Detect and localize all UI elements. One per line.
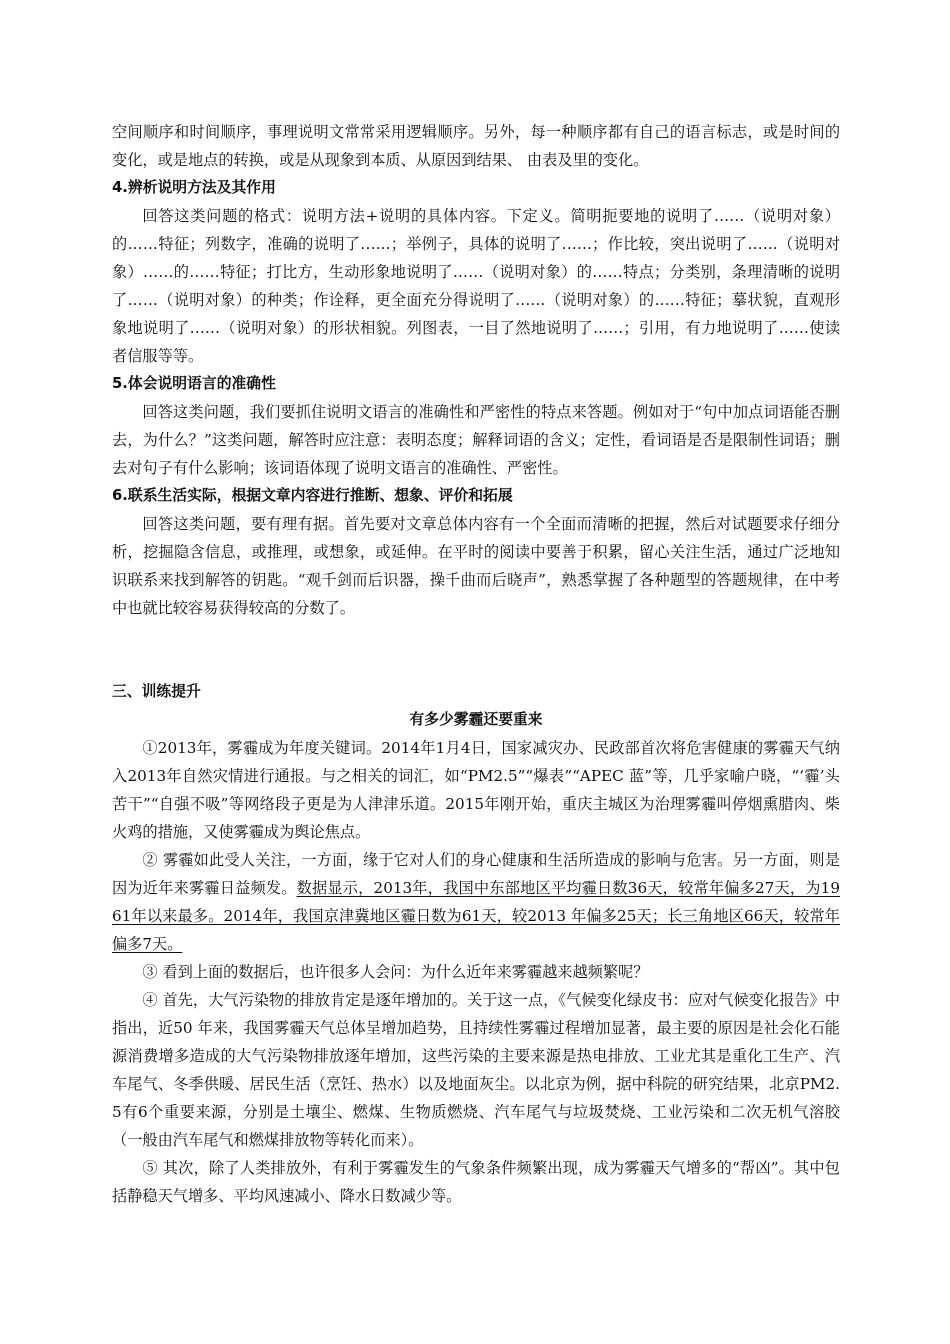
- section-gap: [112, 622, 840, 678]
- intro-continuation: 空间顺序和时间顺序，事理说明文常常采用逻辑顺序。另外，每一种顺序都有自己的语言标志，或是时间的变化，或是地点的转换，或是从现象到本质、从原因到结果、 由表及里的变化。: [112, 123, 840, 169]
- paragraph-2-text: ② 雾霾如此受人关注，一方面，缘于它对人们的身心健康和生活所造成的影响与危害。另一方面，则是因为近年来雾霾日益频发。: [112, 851, 840, 897]
- article-title: 有多少雾霾还要重来: [409, 711, 543, 728]
- article-paragraph-3: ③ 看到上面的数据后，也许很多人会问：为什么近年来雾霾越来越频繁呢？: [142, 963, 649, 981]
- article-paragraph-5: ⑤ 其次，除了人类排放外，有利于雾霾发生的气象条件频繁出现，成为雾霾天气增多的“帮凶”。其中包括静稳天气增多、平均风速减小、降水日数减少等。: [112, 1159, 840, 1205]
- heading-item-5: 5.体会说明语言的准确性: [112, 375, 276, 392]
- heading-item-6: 6.联系生活实际，根据文章内容进行推断、想象、评价和拓展: [112, 487, 513, 504]
- item-6-body: 回答这类问题，要有理有据。首先要对文章总体内容有一个全面而清晰的把握，然后对试题要求仔细分析，挖掘隐含信息，或推理，或想象，或延伸。在平时的阅读中要善于积累，留心关注生活，通过广泛地知识联系来找到解答的钥匙。“观千剑而后识器，操千曲而后晓声”，熟悉掌握了各种题型的答题规律，在中考中也就比较容易获得较高的分数了。: [112, 515, 840, 617]
- document-body: [112, 118, 840, 1210]
- article-paragraph-2: [112, 846, 840, 958]
- article-paragraph-4: ④ 首先，大气污染物的排放肯定是逐年增加的。关于这一点，《气候变化绿皮书：应对气候变化报告》中指出，近50 年来，我国雾霾天气总体呈增加趋势，且持续性雾霾过程增加显著，最主要的原因是社会化石能源消费增多造成的大气污染物排放逐年增加，这些污染的主要来源是热电排放、工业尤其是重化工生产、汽车尾气、冬季供暖、居民生活（烹饪、热水）以及地面灰尘。以北京为例，据中科院的研究结果，北京PM2.5有6个重要来源，分别是土壤尘、燃煤、生物质燃烧、汽车尾气与垃圾焚烧、工业污染和二次无机气溶胶（一般由汽车尾气和燃煤排放物等转化而来）。: [112, 991, 840, 1149]
- article-paragraph-1: ①2013年，雾霾成为年度关键词。2014年1月4日，国家减灾办、民政部首次将危害健康的雾霾天气纳入2013年自然灾情进行通报。与之相关的词汇，如“PM2.5”“爆表”“APEC 蓝”等，几乎家喻户晓，“‘霾’头苦干”“自强不吸”等网络段子更是为人津津乐道。2015年刚开始，重庆主城区为治理雾霾叫停烟熏腊肉、柴火鸡的措施，又使雾霾成为舆论焦点。: [112, 739, 840, 841]
- underlined-data-sentence: 数据显示，2013年，我国中东部地区平均霾日数36天，较常年偏多27天，为1961年以来最多。2014年，我国京津冀地区霾日数为61天，较2013 年偏多25天；长三角地区66天，较常年偏多7天。: [112, 879, 840, 953]
- item-5-body: 回答这类问题，我们要抓住说明文语言的准确性和严密性的特点来答题。例如对于“句中加点词语能否删去，为什么？”这类问题，解答时应注意：表明态度；解释词语的含义；定性，看词语是否是限制性词语；删去对句子有什么影响；该词语体现了说明文语言的准确性、严密性。: [112, 403, 840, 477]
- heading-item-4: 4.辨析说明方法及其作用: [112, 179, 276, 196]
- section-3-heading: 三、训练提升: [112, 683, 201, 700]
- item-4-body: 回答这类问题的格式：说明方法+说明的具体内容。下定义。简明扼要地的说明了……（说明对象）的……特征；列数字，准确的说明了……；举例子，具体的说明了……；作比较，突出说明了……（说明对象）……的……特征；打比方，生动形象地说明了……（说明对象）的……特点；分类别，条理清晰的说明了……（说明对象）的种类；作诠释，更全面充分得说明了……（说明对象）的……特征；摹状貌，直观形象地说明了……（说明对象）的形状相貌。列图表，一目了然地说明了……；引用，有力地说明了……使读者信服等等。: [112, 207, 840, 365]
